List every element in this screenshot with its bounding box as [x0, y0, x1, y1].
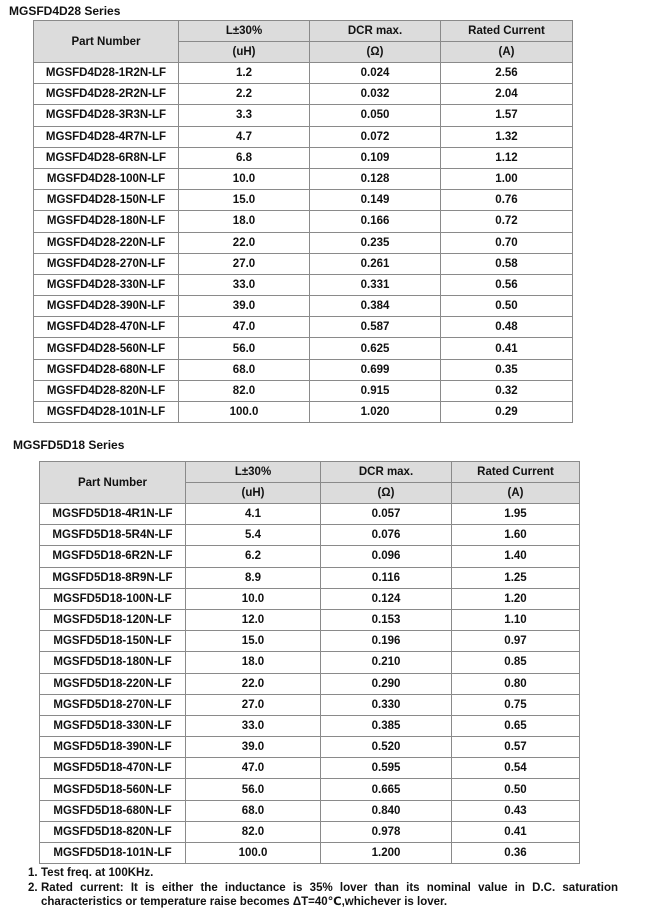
- table-row: [40, 609, 580, 630]
- inductance-cell: 33.0: [186, 715, 321, 736]
- rated-current-cell: 0.80: [452, 673, 580, 694]
- rated-current-cell: 0.97: [452, 631, 580, 652]
- table-row: [40, 567, 580, 588]
- table-row: [40, 631, 580, 652]
- table-body: [34, 63, 573, 423]
- inductance-cell: 10.0: [179, 168, 310, 189]
- part-number-cell: MGSFD5D18-6R2N-LF: [40, 546, 186, 567]
- header-rated-current-unit: (A): [452, 483, 580, 504]
- part-number-cell: MGSFD5D18-150N-LF: [40, 631, 186, 652]
- table-body: [40, 504, 580, 864]
- part-number-cell: MGSFD5D18-4R1N-LF: [40, 504, 186, 525]
- table-row: [34, 274, 573, 295]
- rated-current-cell: 0.57: [452, 737, 580, 758]
- note-number: 1.: [28, 867, 38, 879]
- dcr-cell: 0.196: [321, 631, 452, 652]
- rated-current-cell: 2.04: [441, 84, 573, 105]
- part-number-cell: MGSFD4D28-220N-LF: [34, 232, 179, 253]
- table-row: [34, 84, 573, 105]
- table-row: [34, 126, 573, 147]
- inductance-cell: 8.9: [186, 567, 321, 588]
- inductance-cell: 18.0: [186, 652, 321, 673]
- part-number-cell: MGSFD5D18-100N-LF: [40, 588, 186, 609]
- dcr-cell: 0.116: [321, 567, 452, 588]
- inductance-cell: 15.0: [179, 190, 310, 211]
- dcr-cell: 0.385: [321, 715, 452, 736]
- spec-table-mgsfd5d18: [39, 461, 580, 864]
- rated-current-cell: 0.29: [441, 402, 573, 423]
- part-number-cell: MGSFD5D18-180N-LF: [40, 652, 186, 673]
- inductance-cell: 27.0: [179, 253, 310, 274]
- part-number-cell: MGSFD4D28-470N-LF: [34, 317, 179, 338]
- rated-current-cell: 0.50: [452, 779, 580, 800]
- rated-current-cell: 0.85: [452, 652, 580, 673]
- inductance-cell: 39.0: [179, 296, 310, 317]
- inductance-cell: 56.0: [179, 338, 310, 359]
- dcr-cell: 0.128: [310, 168, 441, 189]
- inductance-cell: 27.0: [186, 694, 321, 715]
- rated-current-cell: 1.20: [452, 588, 580, 609]
- note-text: Rated current: It is either the inductance is 35% lover than its nominal value in D.C. saturation characteristics or temperature raise becomes ΔT=40℃,whichever is lover.: [41, 881, 618, 908]
- dcr-cell: 0.331: [310, 274, 441, 295]
- rated-current-cell: 0.41: [441, 338, 573, 359]
- dcr-cell: 0.290: [321, 673, 452, 694]
- rated-current-cell: 0.43: [452, 800, 580, 821]
- rated-current-cell: 1.10: [452, 609, 580, 630]
- table-row: [40, 694, 580, 715]
- inductance-cell: 47.0: [186, 758, 321, 779]
- dcr-cell: 0.124: [321, 588, 452, 609]
- rated-current-cell: 0.70: [441, 232, 573, 253]
- table-row: [40, 546, 580, 567]
- rated-current-cell: 0.76: [441, 190, 573, 211]
- header-inductance: L±30%: [179, 21, 310, 42]
- dcr-cell: 0.384: [310, 296, 441, 317]
- table-header: [34, 21, 573, 63]
- dcr-cell: 0.235: [310, 232, 441, 253]
- part-number-cell: MGSFD5D18-120N-LF: [40, 609, 186, 630]
- inductance-cell: 47.0: [179, 317, 310, 338]
- header-rated-current: Rated Current: [441, 21, 573, 42]
- header-dcr-unit: (Ω): [321, 483, 452, 504]
- header-part-number: Part Number: [34, 21, 179, 63]
- inductance-cell: 68.0: [186, 800, 321, 821]
- part-number-cell: MGSFD5D18-390N-LF: [40, 737, 186, 758]
- rated-current-cell: 0.54: [452, 758, 580, 779]
- rated-current-cell: 0.48: [441, 317, 573, 338]
- dcr-cell: 0.153: [321, 609, 452, 630]
- part-number-cell: MGSFD5D18-330N-LF: [40, 715, 186, 736]
- part-number-cell: MGSFD5D18-8R9N-LF: [40, 567, 186, 588]
- table-row: [34, 63, 573, 84]
- header-inductance-unit: (uH): [186, 483, 321, 504]
- rated-current-cell: 1.32: [441, 126, 573, 147]
- dcr-cell: 0.072: [310, 126, 441, 147]
- table-row: [34, 190, 573, 211]
- notes-list: [28, 866, 618, 910]
- inductance-cell: 1.2: [179, 63, 310, 84]
- header-dcr-unit: (Ω): [310, 42, 441, 63]
- dcr-cell: 0.032: [310, 84, 441, 105]
- inductance-cell: 10.0: [186, 588, 321, 609]
- dcr-cell: 0.665: [321, 779, 452, 800]
- inductance-cell: 4.7: [179, 126, 310, 147]
- dcr-cell: 0.915: [310, 380, 441, 401]
- inductance-cell: 68.0: [179, 359, 310, 380]
- inductance-cell: 100.0: [186, 843, 321, 864]
- dcr-cell: 0.210: [321, 652, 452, 673]
- header-rated-current-unit: (A): [441, 42, 573, 63]
- inductance-cell: 6.8: [179, 147, 310, 168]
- table-row: [40, 652, 580, 673]
- table-row: [40, 800, 580, 821]
- table-header: [40, 462, 580, 504]
- table-row: [34, 380, 573, 401]
- part-number-cell: MGSFD5D18-270N-LF: [40, 694, 186, 715]
- rated-current-cell: 0.36: [452, 843, 580, 864]
- table-row: [34, 253, 573, 274]
- inductance-cell: 12.0: [186, 609, 321, 630]
- rated-current-cell: 1.60: [452, 525, 580, 546]
- dcr-cell: 0.057: [321, 504, 452, 525]
- part-number-cell: MGSFD4D28-270N-LF: [34, 253, 179, 274]
- header-dcr: DCR max.: [310, 21, 441, 42]
- part-number-cell: MGSFD5D18-680N-LF: [40, 800, 186, 821]
- inductance-cell: 22.0: [186, 673, 321, 694]
- table-row: [40, 737, 580, 758]
- dcr-cell: 0.699: [310, 359, 441, 380]
- rated-current-cell: 1.95: [452, 504, 580, 525]
- rated-current-cell: 2.56: [441, 63, 573, 84]
- header-inductance-unit: (uH): [179, 42, 310, 63]
- series-title-mgsfd5d18: MGSFD5D18 Series: [13, 438, 125, 452]
- part-number-cell: MGSFD5D18-5R4N-LF: [40, 525, 186, 546]
- table-row: [34, 232, 573, 253]
- spec-table-mgsfd4d28: [33, 20, 573, 423]
- inductance-cell: 4.1: [186, 504, 321, 525]
- table-row: [34, 402, 573, 423]
- table-row: [40, 715, 580, 736]
- inductance-cell: 5.4: [186, 525, 321, 546]
- table-row: [40, 525, 580, 546]
- part-number-cell: MGSFD5D18-470N-LF: [40, 758, 186, 779]
- part-number-cell: MGSFD4D28-2R2N-LF: [34, 84, 179, 105]
- dcr-cell: 0.330: [321, 694, 452, 715]
- dcr-cell: 0.261: [310, 253, 441, 274]
- part-number-cell: MGSFD4D28-4R7N-LF: [34, 126, 179, 147]
- table-row: [34, 147, 573, 168]
- part-number-cell: MGSFD4D28-1R2N-LF: [34, 63, 179, 84]
- dcr-cell: 0.595: [321, 758, 452, 779]
- dcr-cell: 0.520: [321, 737, 452, 758]
- table-row: [34, 296, 573, 317]
- dcr-cell: 0.050: [310, 105, 441, 126]
- note-text: Test freq. at 100KHz.: [41, 867, 154, 879]
- table-row: [34, 168, 573, 189]
- inductance-cell: 2.2: [179, 84, 310, 105]
- part-number-cell: MGSFD5D18-101N-LF: [40, 843, 186, 864]
- header-inductance: L±30%: [186, 462, 321, 483]
- dcr-cell: 0.096: [321, 546, 452, 567]
- part-number-cell: MGSFD4D28-101N-LF: [34, 402, 179, 423]
- part-number-cell: MGSFD4D28-820N-LF: [34, 380, 179, 401]
- dcr-cell: 0.149: [310, 190, 441, 211]
- rated-current-cell: 0.56: [441, 274, 573, 295]
- series-title-mgsfd4d28: MGSFD4D28 Series: [9, 4, 121, 18]
- rated-current-cell: 0.72: [441, 211, 573, 232]
- table-row: [34, 359, 573, 380]
- inductance-cell: 82.0: [186, 821, 321, 842]
- rated-current-cell: 0.50: [441, 296, 573, 317]
- part-number-cell: MGSFD4D28-100N-LF: [34, 168, 179, 189]
- rated-current-cell: 1.57: [441, 105, 573, 126]
- table-row: [40, 779, 580, 800]
- table-row: [40, 504, 580, 525]
- dcr-cell: 1.020: [310, 402, 441, 423]
- note-number: 2.: [28, 881, 38, 894]
- dcr-cell: 1.200: [321, 843, 452, 864]
- table-row: [40, 843, 580, 864]
- table-row: [40, 821, 580, 842]
- header-dcr: DCR max.: [321, 462, 452, 483]
- rated-current-cell: 0.35: [441, 359, 573, 380]
- rated-current-cell: 1.00: [441, 168, 573, 189]
- rated-current-cell: 1.40: [452, 546, 580, 567]
- note-item: [28, 866, 618, 881]
- table-row: [34, 105, 573, 126]
- part-number-cell: MGSFD4D28-560N-LF: [34, 338, 179, 359]
- rated-current-cell: 0.65: [452, 715, 580, 736]
- dcr-cell: 0.024: [310, 63, 441, 84]
- inductance-cell: 18.0: [179, 211, 310, 232]
- dcr-cell: 0.109: [310, 147, 441, 168]
- part-number-cell: MGSFD5D18-560N-LF: [40, 779, 186, 800]
- table-row: [34, 338, 573, 359]
- table-row: [34, 211, 573, 232]
- inductance-cell: 33.0: [179, 274, 310, 295]
- inductance-cell: 3.3: [179, 105, 310, 126]
- header-rated-current: Rated Current: [452, 462, 580, 483]
- table-row: [40, 758, 580, 779]
- part-number-cell: MGSFD4D28-390N-LF: [34, 296, 179, 317]
- part-number-cell: MGSFD4D28-150N-LF: [34, 190, 179, 211]
- inductance-cell: 56.0: [186, 779, 321, 800]
- part-number-cell: MGSFD5D18-820N-LF: [40, 821, 186, 842]
- dcr-cell: 0.625: [310, 338, 441, 359]
- table-row: [40, 673, 580, 694]
- dcr-cell: 0.076: [321, 525, 452, 546]
- dcr-cell: 0.587: [310, 317, 441, 338]
- table-row: [34, 317, 573, 338]
- inductance-cell: 39.0: [186, 737, 321, 758]
- table-row: [40, 588, 580, 609]
- part-number-cell: MGSFD5D18-220N-LF: [40, 673, 186, 694]
- inductance-cell: 22.0: [179, 232, 310, 253]
- inductance-cell: 100.0: [179, 402, 310, 423]
- dcr-cell: 0.840: [321, 800, 452, 821]
- part-number-cell: MGSFD4D28-330N-LF: [34, 274, 179, 295]
- header-part-number: Part Number: [40, 462, 186, 504]
- inductance-cell: 6.2: [186, 546, 321, 567]
- note-item: [28, 881, 618, 910]
- part-number-cell: MGSFD4D28-3R3N-LF: [34, 105, 179, 126]
- rated-current-cell: 1.25: [452, 567, 580, 588]
- part-number-cell: MGSFD4D28-6R8N-LF: [34, 147, 179, 168]
- part-number-cell: MGSFD4D28-680N-LF: [34, 359, 179, 380]
- inductance-cell: 15.0: [186, 631, 321, 652]
- rated-current-cell: 0.58: [441, 253, 573, 274]
- rated-current-cell: 0.75: [452, 694, 580, 715]
- dcr-cell: 0.166: [310, 211, 441, 232]
- dcr-cell: 0.978: [321, 821, 452, 842]
- rated-current-cell: 0.41: [452, 821, 580, 842]
- rated-current-cell: 1.12: [441, 147, 573, 168]
- part-number-cell: MGSFD4D28-180N-LF: [34, 211, 179, 232]
- inductance-cell: 82.0: [179, 380, 310, 401]
- rated-current-cell: 0.32: [441, 380, 573, 401]
